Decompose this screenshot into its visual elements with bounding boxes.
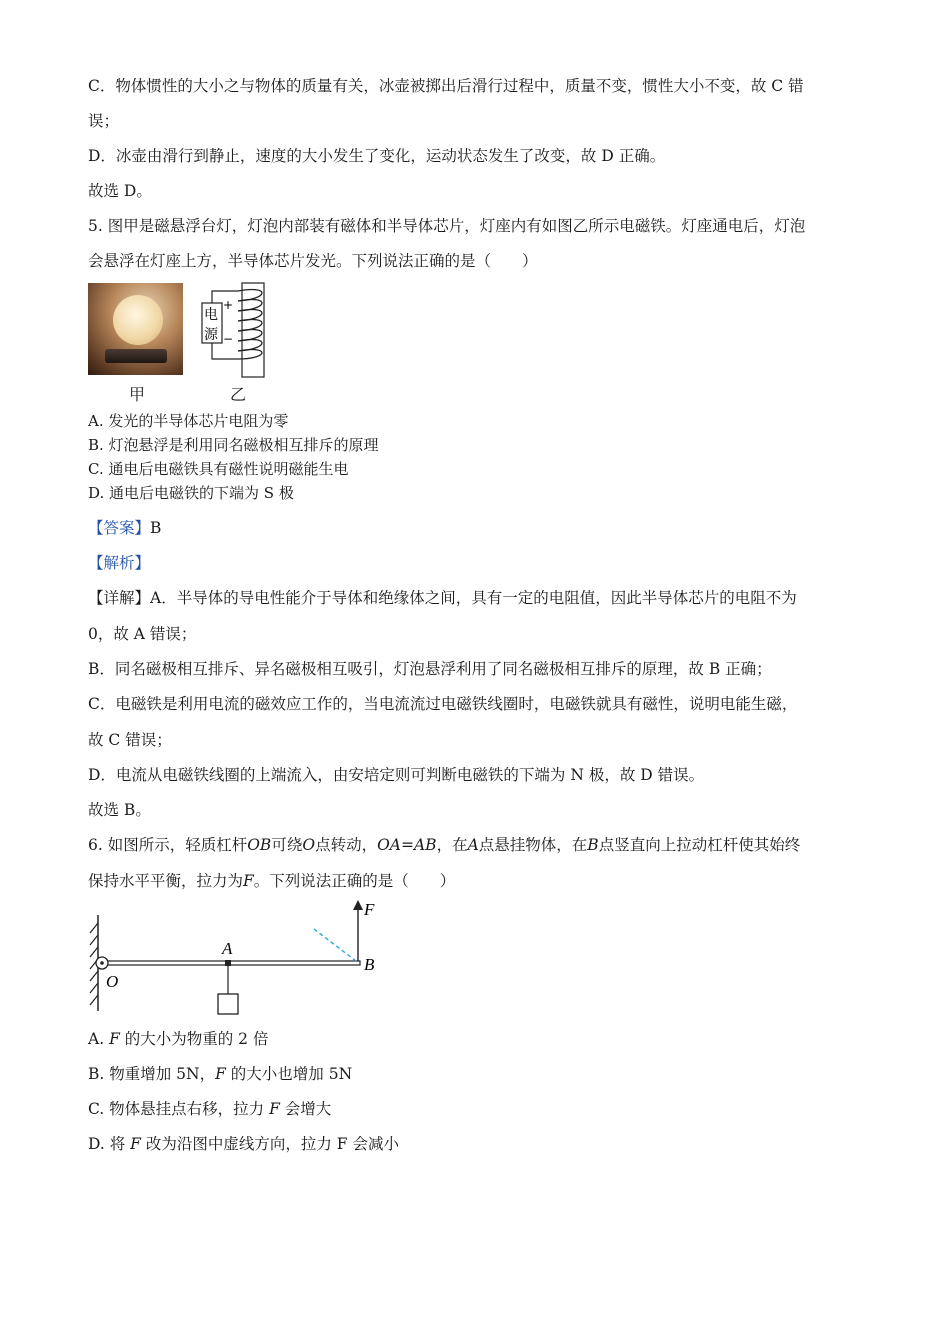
plus-sign: + (223, 298, 234, 312)
prev-choice: 故选 D。 (88, 182, 152, 200)
q5-option-b: B. 灯泡悬浮是利用同名磁极相互排斥的原理 (88, 436, 379, 454)
q5-detail-a-line1 (88, 586, 863, 610)
q6-option-c: C. 物体悬挂点右移，拉力 F 会增大 (88, 1100, 332, 1118)
answer-value: B (150, 519, 162, 537)
caption-jia: 甲 (129, 385, 146, 404)
label-o: O (106, 972, 119, 991)
q5-analysis (88, 551, 863, 575)
power-char-2: 源 (204, 327, 218, 343)
q5-detail-b: B．同名磁极相互排斥、异名磁极相互吸引，灯泡悬浮利用了同名磁极相互排斥的原理，故 B 正确； (88, 660, 772, 678)
detail-a-text: A．半导体的导电性能介于导体和绝缘体之间，具有一定的电阻值，因此半导体芯片的电阻不为 (150, 589, 797, 607)
power-char-1: 电 (204, 307, 218, 323)
q5-stem-line1: 5. 图甲是磁悬浮台灯，灯泡内部装有磁体和半导体芯片，灯座内有如图乙所示电磁铁。灯座通电后，灯泡 (88, 217, 806, 235)
q5-detail-c-line2: 故 C 错误； (88, 731, 172, 749)
q5-detail-d: D．电流从电磁铁线圈的上端流入，由安培定则可判断电磁铁的下端为 N 极，故 D 错误。 (88, 766, 705, 784)
q6-stem-line2: 保持水平平衡，拉力为F。下列说法正确的是（ ） (88, 872, 456, 890)
electromagnet-diagram (198, 281, 278, 381)
lever-diagram (88, 899, 408, 1024)
q5-figures (88, 281, 863, 409)
q5-option-c: C. 通电后电磁铁具有磁性说明磁能生电 (88, 460, 349, 478)
q5-choice: 故选 B。 (88, 801, 151, 819)
answer-tag: 【答案】 (88, 519, 151, 537)
label-b: B (364, 955, 375, 974)
prev-option-c-line2: 误； (88, 112, 120, 130)
dashed-force-direction (314, 929, 356, 961)
q5-stem-line2: 会悬浮在灯座上方，半导体芯片发光。下列说法正确的是（ ） (88, 252, 538, 270)
caption-yi: 乙 (230, 385, 247, 404)
q5-option-a: A. 发光的半导体芯片电阻为零 (88, 412, 289, 430)
maglev-lamp-photo (88, 283, 183, 375)
label-a: A (222, 939, 233, 958)
q5-option-d: D. 通电后电磁铁的下端为 S 极 (88, 484, 294, 502)
minus-sign: − (223, 332, 234, 346)
q5-answer (88, 516, 863, 540)
q5-detail-c-line1: C．电磁铁是利用电流的磁效应工作的，当电流流过电磁铁线圈时，电磁铁就具有磁性，说明电能生磁， (88, 695, 798, 713)
force-arrow-head (353, 900, 363, 910)
label-f: F (364, 900, 375, 919)
q6-option-d: D. 将 F 改为沿图中虚线方向，拉力 F 会减小 (88, 1135, 399, 1153)
detail-tag: 【详解】 (88, 589, 151, 607)
q6-lever-figure (88, 899, 863, 1027)
lamp-base (105, 349, 167, 363)
prev-option-c-line1: C．物体惯性的大小之与物体的质量有关，冰壶被掷出后滑行过程中，质量不变，惯性大小不变，故 C 错 (88, 77, 804, 95)
point-a-marker (225, 960, 231, 966)
hanging-object (218, 994, 238, 1014)
q6-stem-line1: 6. 如图所示，轻质杠杆OB可绕O点转动，OA=AB，在A点悬挂物体，在B点竖直向上拉动杠杆使其始终 (88, 836, 801, 854)
floating-bulb (113, 295, 163, 345)
analysis-tag: 【解析】 (88, 554, 151, 572)
q5-detail-a-line2: 0，故 A 错误； (88, 625, 197, 643)
q6-option-b: B. 物重增加 5N，F 的大小也增加 5N (88, 1065, 353, 1083)
prev-option-d: D．冰壶由滑行到静止，速度的大小发生了变化，运动状态发生了改变，故 D 正确。 (88, 147, 666, 165)
q6-option-a: A. F 的大小为物重的 2 倍 (88, 1030, 269, 1048)
document-page (88, 74, 863, 1156)
